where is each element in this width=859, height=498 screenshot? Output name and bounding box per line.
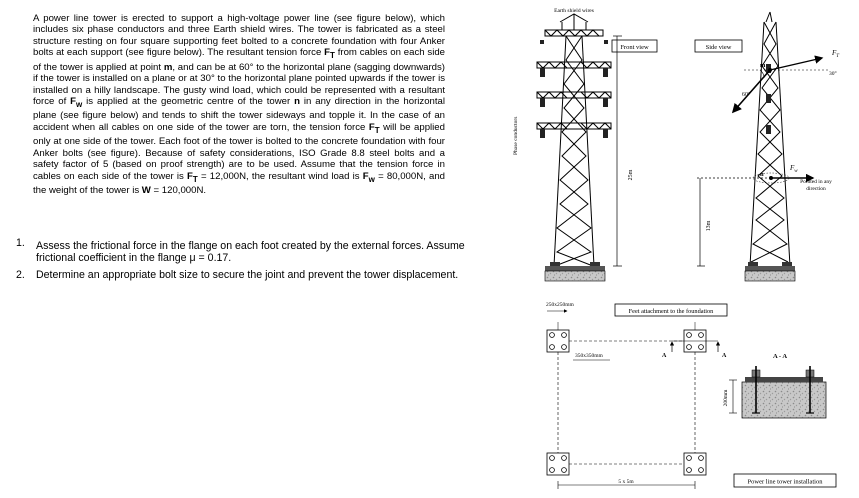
- phase-conductors-label: Phase conductors: [513, 116, 519, 155]
- front-view-label: Front view: [620, 44, 649, 51]
- height-13m-label: 13m: [706, 220, 712, 232]
- section-a-right: A: [722, 353, 727, 359]
- question-1-number: 1.: [16, 237, 25, 249]
- foot-bolt-crosses: [558, 322, 695, 330]
- point-n-label: n: [760, 171, 764, 178]
- problem-text-1: A power line tower is erected to support a high-voltage power line (see figure below), which includes six phase conductors and three Earth shield wires. The tower is fabricated as a steel structure resting on four square supporting feet bolted to a concrete foundation with four Anker bolts at each support (see figure below). The resultant tension force: [33, 13, 445, 59]
- feet-attachment-label: Feet attachment to the foundation: [628, 308, 714, 315]
- problem-text-3: , and can be at 60° to the horizontal plane (sagging downwards) if the tower is installed on a plane or at 30° to the horizontal plane pointed upwards if the tower is installed on a hilly landscape. The gusty wind load, which could be represented with a resultant force of: [33, 61, 445, 108]
- fw-label: $F_w$: [790, 164, 798, 174]
- direction-label: direction: [806, 186, 826, 192]
- section-aa-drawing: [742, 366, 826, 418]
- front-foundation: [545, 262, 605, 281]
- tension-force-symbol-2: $F_T$: [368, 121, 380, 135]
- wind-force-symbol-2: $F_w$: [362, 170, 375, 184]
- height-25m-label: 25m: [628, 169, 634, 181]
- wind-force-symbol: $F_w$: [70, 96, 83, 109]
- side-view-label: Side view: [705, 44, 732, 51]
- installation-label: Power line tower installation: [747, 478, 823, 486]
- plan-dashed-lines: [558, 341, 695, 464]
- section-aa-label: A - A: [772, 353, 788, 360]
- foot-size-label: 250x250mm: [546, 302, 574, 308]
- pointed-any-label: Pointed in any: [800, 179, 832, 185]
- spacing-350-label: 350x350mm: [575, 353, 603, 359]
- section-a-left: A: [662, 353, 667, 359]
- foot-plates: [547, 330, 706, 475]
- question-2-number: 2.: [16, 269, 25, 281]
- side-view-tower: [750, 12, 790, 266]
- point-n: n: [294, 96, 300, 108]
- tension-force-symbol: $F_T$: [324, 47, 335, 61]
- point-m-label: m: [760, 62, 766, 69]
- question-1: Assess the frictional force in the flange on each foot created by the external forces. Assume frictional coefficient in the flange μ = 0.17.: [36, 240, 465, 264]
- problem-text-5: in any direction in the horizontal plane (see figure below) and tends to shift the tower sideways and topple it. In the case of an accident when all cables on one side of the tower are torn, the tension force: [33, 96, 445, 133]
- tension-force-symbol-3: $F_T$: [187, 170, 198, 184]
- question-2: Determine an appropriate bolt size to secure the joint and prevent the tower displacement.: [36, 269, 459, 281]
- ft-label: $F_T$: [832, 49, 840, 59]
- earth-shield-label: Earth shield wires: [554, 8, 594, 14]
- spacing-5m-label: 5 x 5m: [618, 479, 634, 485]
- weight-symbol: W: [141, 184, 151, 196]
- problem-text-8: = 80,000N, and the weight of the tower is: [33, 170, 446, 196]
- side-foundation: [745, 262, 795, 281]
- problem-text-6: will be applied only at one side of the tower. Each foot of the tower is bolted to the concrete foundation with four Anker bolts (see figure). Because of safety considerations, ISO Grade 8.8 steel bolts and a safety factor of 5 (based on proof strength) are to be used. Assume that the tension force in cables on each side of the tower is: [33, 121, 445, 182]
- point-m: m: [163, 61, 173, 73]
- angle-60-label: 60°: [742, 92, 751, 98]
- angle-30-label: 30°: [829, 71, 837, 77]
- height-25m-dimension: [613, 36, 622, 266]
- depth-200mm-label: 200mm: [723, 389, 729, 407]
- problem-text-9: = 120,000N.: [150, 184, 207, 196]
- problem-text-7: = 12,000N, the resultant wind load is: [197, 170, 363, 182]
- problem-text-4: is applied at the geometric centre of the tower: [82, 96, 295, 108]
- depth-200mm-dimension: [729, 380, 737, 413]
- problem-text-2: from cables on each side of the tower is applied at point: [33, 47, 445, 73]
- front-view-tower: [537, 8, 611, 266]
